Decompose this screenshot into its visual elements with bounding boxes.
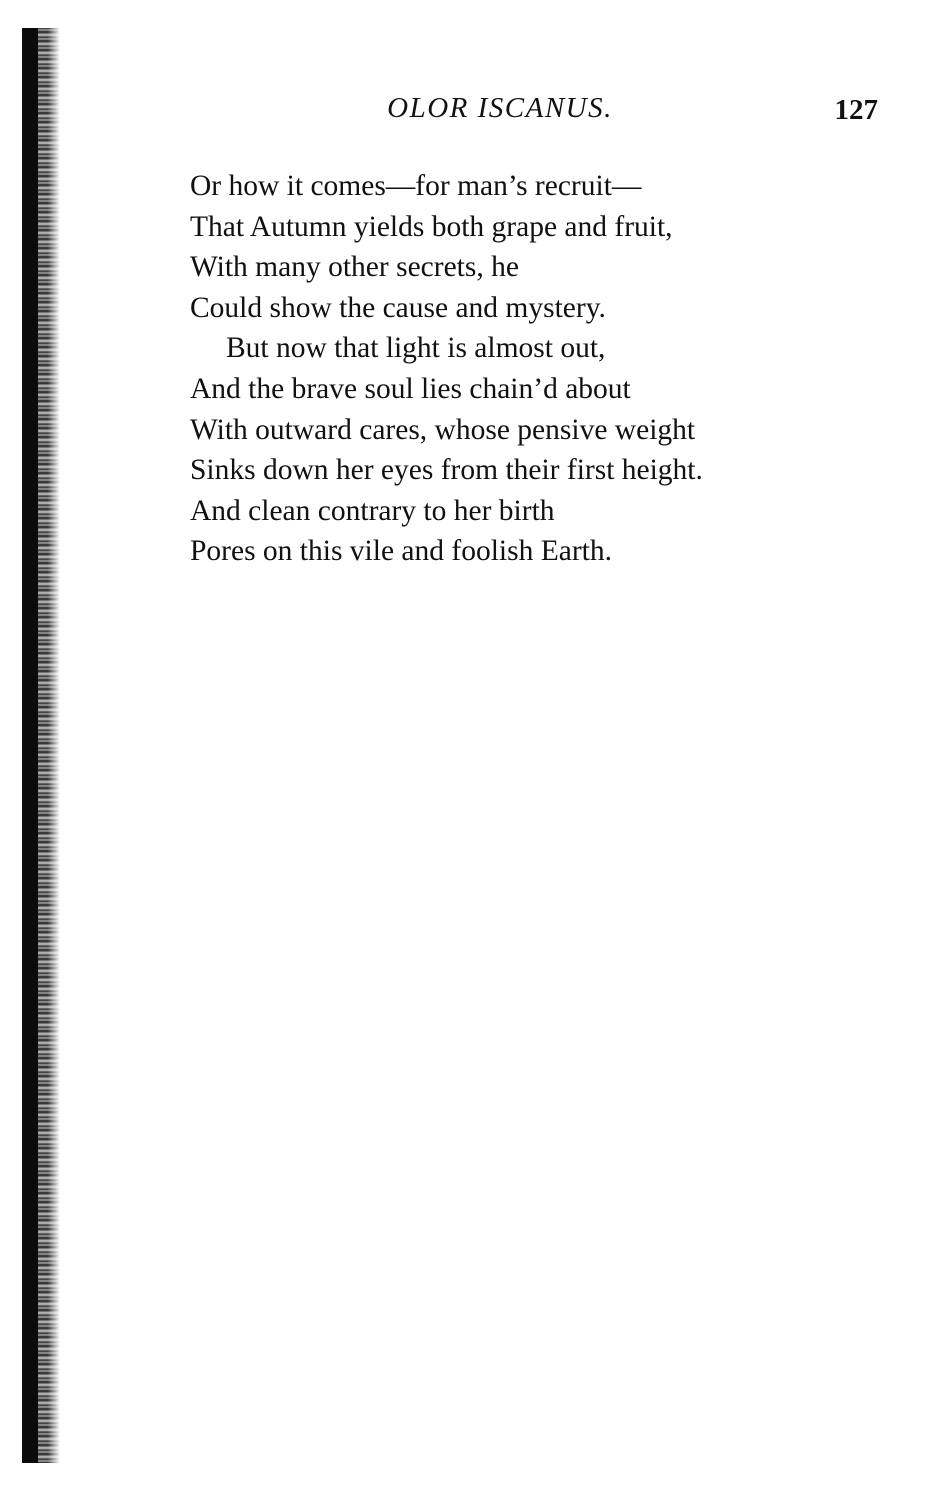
poem-line: But now that light is almost out, xyxy=(226,332,606,365)
poem-line: That Autumn yields both grape and fruit, xyxy=(190,210,673,243)
running-head xyxy=(0,92,948,132)
binding-gutter-shadow xyxy=(22,28,38,1463)
poem-text xyxy=(190,166,890,572)
poem-line: And the brave soul lies chain’d about xyxy=(190,372,631,405)
poem-line: And clean contrary to her birth xyxy=(190,494,555,527)
binding-gutter-edge xyxy=(38,28,60,1463)
poem-line: With outward cares, whose pensive weight xyxy=(190,413,696,446)
poem-line: Pores on this vile and foolish Earth. xyxy=(190,535,612,568)
poem-line: With many other secrets, he xyxy=(190,251,519,284)
poem-line: Could show the cause and mystery. xyxy=(190,291,606,324)
running-title: OLOR ISCANUS. xyxy=(387,92,613,124)
page-number: 127 xyxy=(834,94,878,126)
poem-line: Or how it comes—for man’s recruit— xyxy=(190,170,642,202)
poem-line: Sinks down her eyes from their first height. xyxy=(190,454,703,487)
